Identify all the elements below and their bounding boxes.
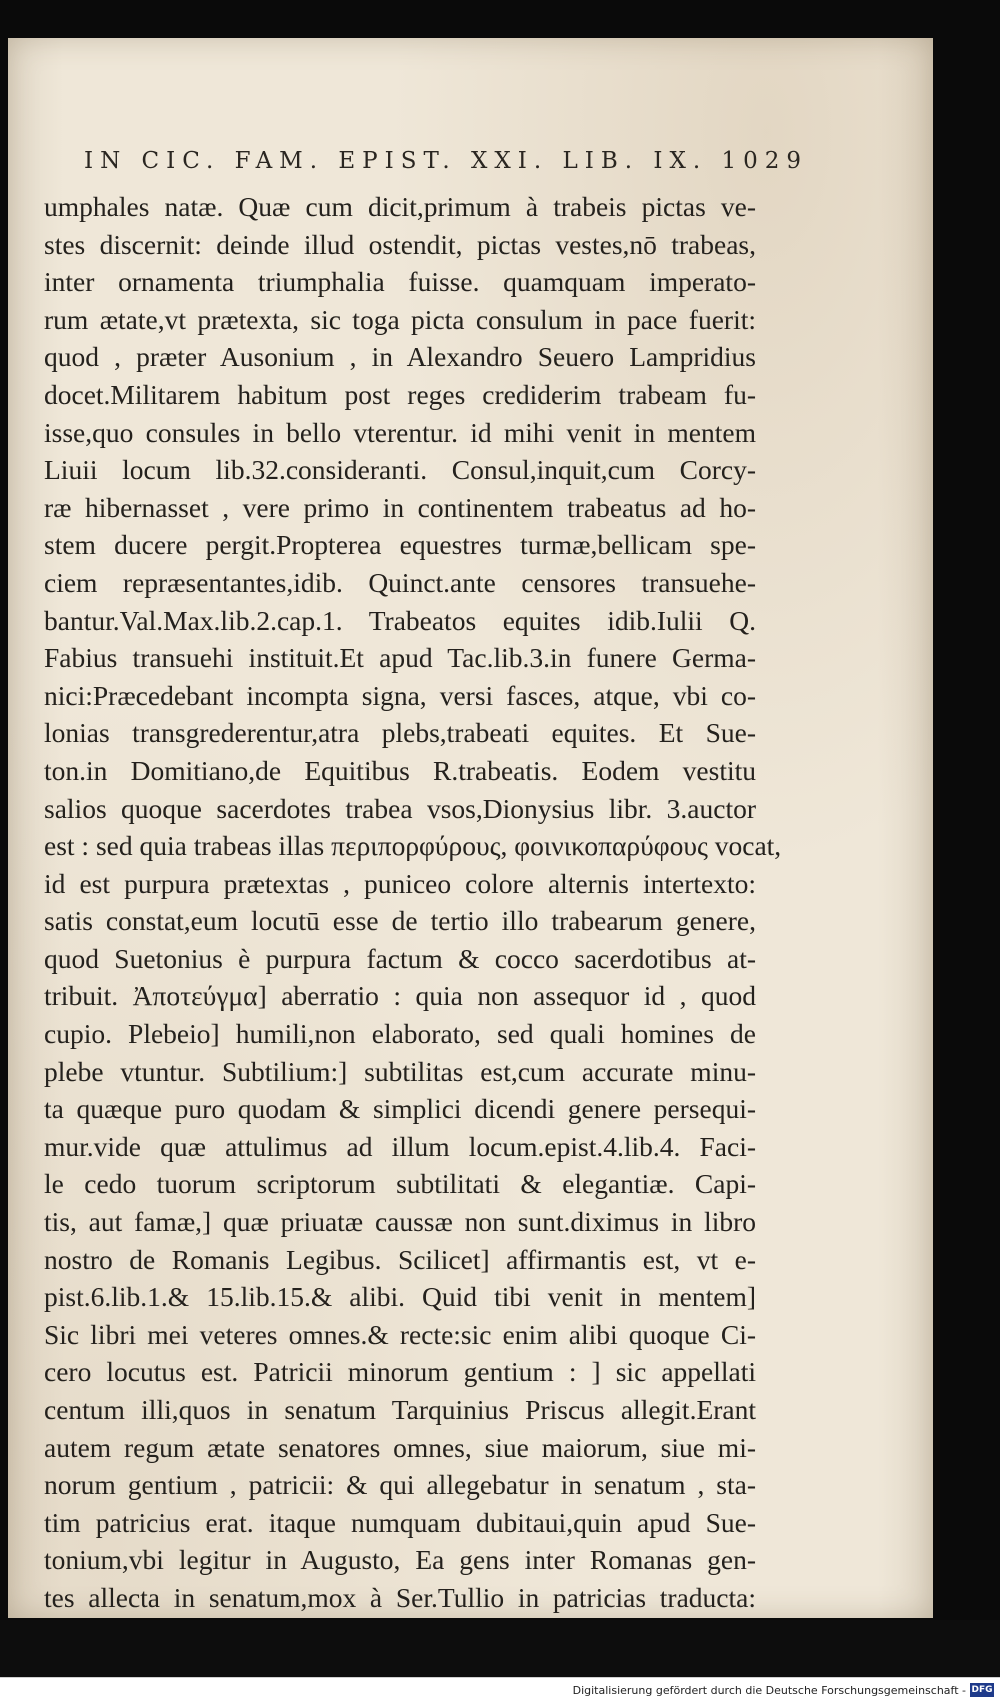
text-line: tonium,vbi legitur in Augusto, Ea gens inter Romanas gen- [44,1544,756,1576]
text-line: le cedo tuorum scriptorum subtilitati & elegantiæ. Capi- [44,1168,756,1200]
text-line: ciem repræsentantes,idib. Quinct.ante censores transuehe- [44,566,756,598]
text-line: isse,quo consules in bello vterentur. id mihi venit in mentem [44,416,756,448]
text-line: autem regum ætate senatores omnes, siue maiorum, siue mi- [44,1431,756,1463]
text-line: nici:Præcedebant incompta signa, versi fasces, atque, vbi co- [44,679,756,711]
text-line: est : sed quia trabeas illas περιπορφύρους, φοινικοπαρύφους vocat, [44,830,782,862]
text-line: umphales natæ. Quæ cum dicit,primum à trabeis pictas ve- [44,191,756,222]
text-line: Fabius transuehi instituit.Et apud Tac.lib.3.in funere Germa- [44,642,756,674]
text-line: id est purpura prætextas , puniceo colore alternis intertexto: [44,867,756,899]
body-text [44,188,782,1654]
text-line: bantur.Val.Max.lib.2.cap.1. Trabeatos equites idib.Iulii Q. [44,604,756,636]
dfg-logo-icon: DFG [971,1685,993,1695]
dfg-credit-text: Digitalisierung gefördert durch die Deutsche Forschungsgemeinschaft - [572,1684,966,1697]
text-line: stes discernit: deinde illud ostendit, pictas vestes,nō trabeas, [44,228,756,260]
text-line: Sic libri mei veteres omnes.& recte:sic enim alibi quoque Ci- [44,1318,756,1350]
text-line: cupio. Plebeio] humili,non elaborato, sed quali homines de [44,1018,756,1050]
text-line: quod , præter Ausonium , in Alexandro Seuero Lampridius [44,341,756,373]
text-line: nostro de Romanis Legibus. Scilicet] affirmantis est, vt e- [44,1243,756,1275]
text-line: pist.6.lib.1.& 15.lib.15.& alibi. Quid tibi venit in mentem] [44,1281,756,1313]
text-line: mur.vide quæ attulimus ad illum locum.epist.4.lib.4. Faci- [44,1130,756,1162]
text-line: inter ornamenta triumphalia fuisse. quamquam imperato- [44,266,756,298]
text-line: tis, aut famæ,] quæ priuatæ caussæ non sunt.diximus in libro [44,1206,756,1238]
text-line: centum illi,quos in senatum Tarquinius Priscus allegit.Erant [44,1394,756,1425]
text-line: cero locutus est. Patricii minorum gentium : ] sic appellati [44,1356,756,1388]
text-line: salios quoque sacerdotes trabea vsos,Dionysius libr. 3.auctor [44,792,756,824]
text-line: ton.in Domitiano,de Equitibus R.trabeatis. Eodem vestitu [44,754,756,786]
text-line: tribuit. Ἀποτεύγμα] aberratio : quia non assequor id , quod [44,980,756,1012]
digitization-footer [0,1677,1000,1700]
text-line: docet.Militarem habitum post reges crediderim trabeam fu- [44,378,756,410]
text-line: Liuii locum lib.32.consideranti. Consul,inquit,cum Corcy- [44,454,756,486]
text-line: norum gentium , patricii: & qui allegebatur in senatum , sta- [44,1469,756,1501]
text-line: ræ hibernasset , vere primo in continentem trabeatus ad ho- [44,491,756,523]
text-line: satis constat,eum locutū esse de tertio illo trabearum genere, [44,905,756,937]
text-line: stem ducere pergit.Propterea equestres turmæ,bellicam spe- [44,529,756,561]
book-page [8,38,933,1618]
text-line: lonias transgrederentur,atra plebs,trabeati equites. Et Sue- [44,717,756,749]
text-line: ta quæque puro quodam & simplici dicendi genere persequi- [44,1093,756,1125]
text-line: plebe vtuntur. Subtilium:] subtilitas est,cum accurate minu- [44,1055,756,1087]
text-line: quod Suetonius è purpura factum & cocco sacerdotibus at- [44,942,756,974]
running-head: IN CIC. FAM. EPIST. XXI. LIB. IX. 1029 [84,148,808,174]
text-line: tes allecta in senatum,mox à Ser.Tullio in patricias traducta: [44,1581,756,1613]
text-line: tim patricius erat. itaque numquam dubitaui,quin apud Sue- [44,1506,756,1538]
text-line: rum ætate,vt prætexta, sic toga picta consulum in pace fuerit: [44,303,756,335]
